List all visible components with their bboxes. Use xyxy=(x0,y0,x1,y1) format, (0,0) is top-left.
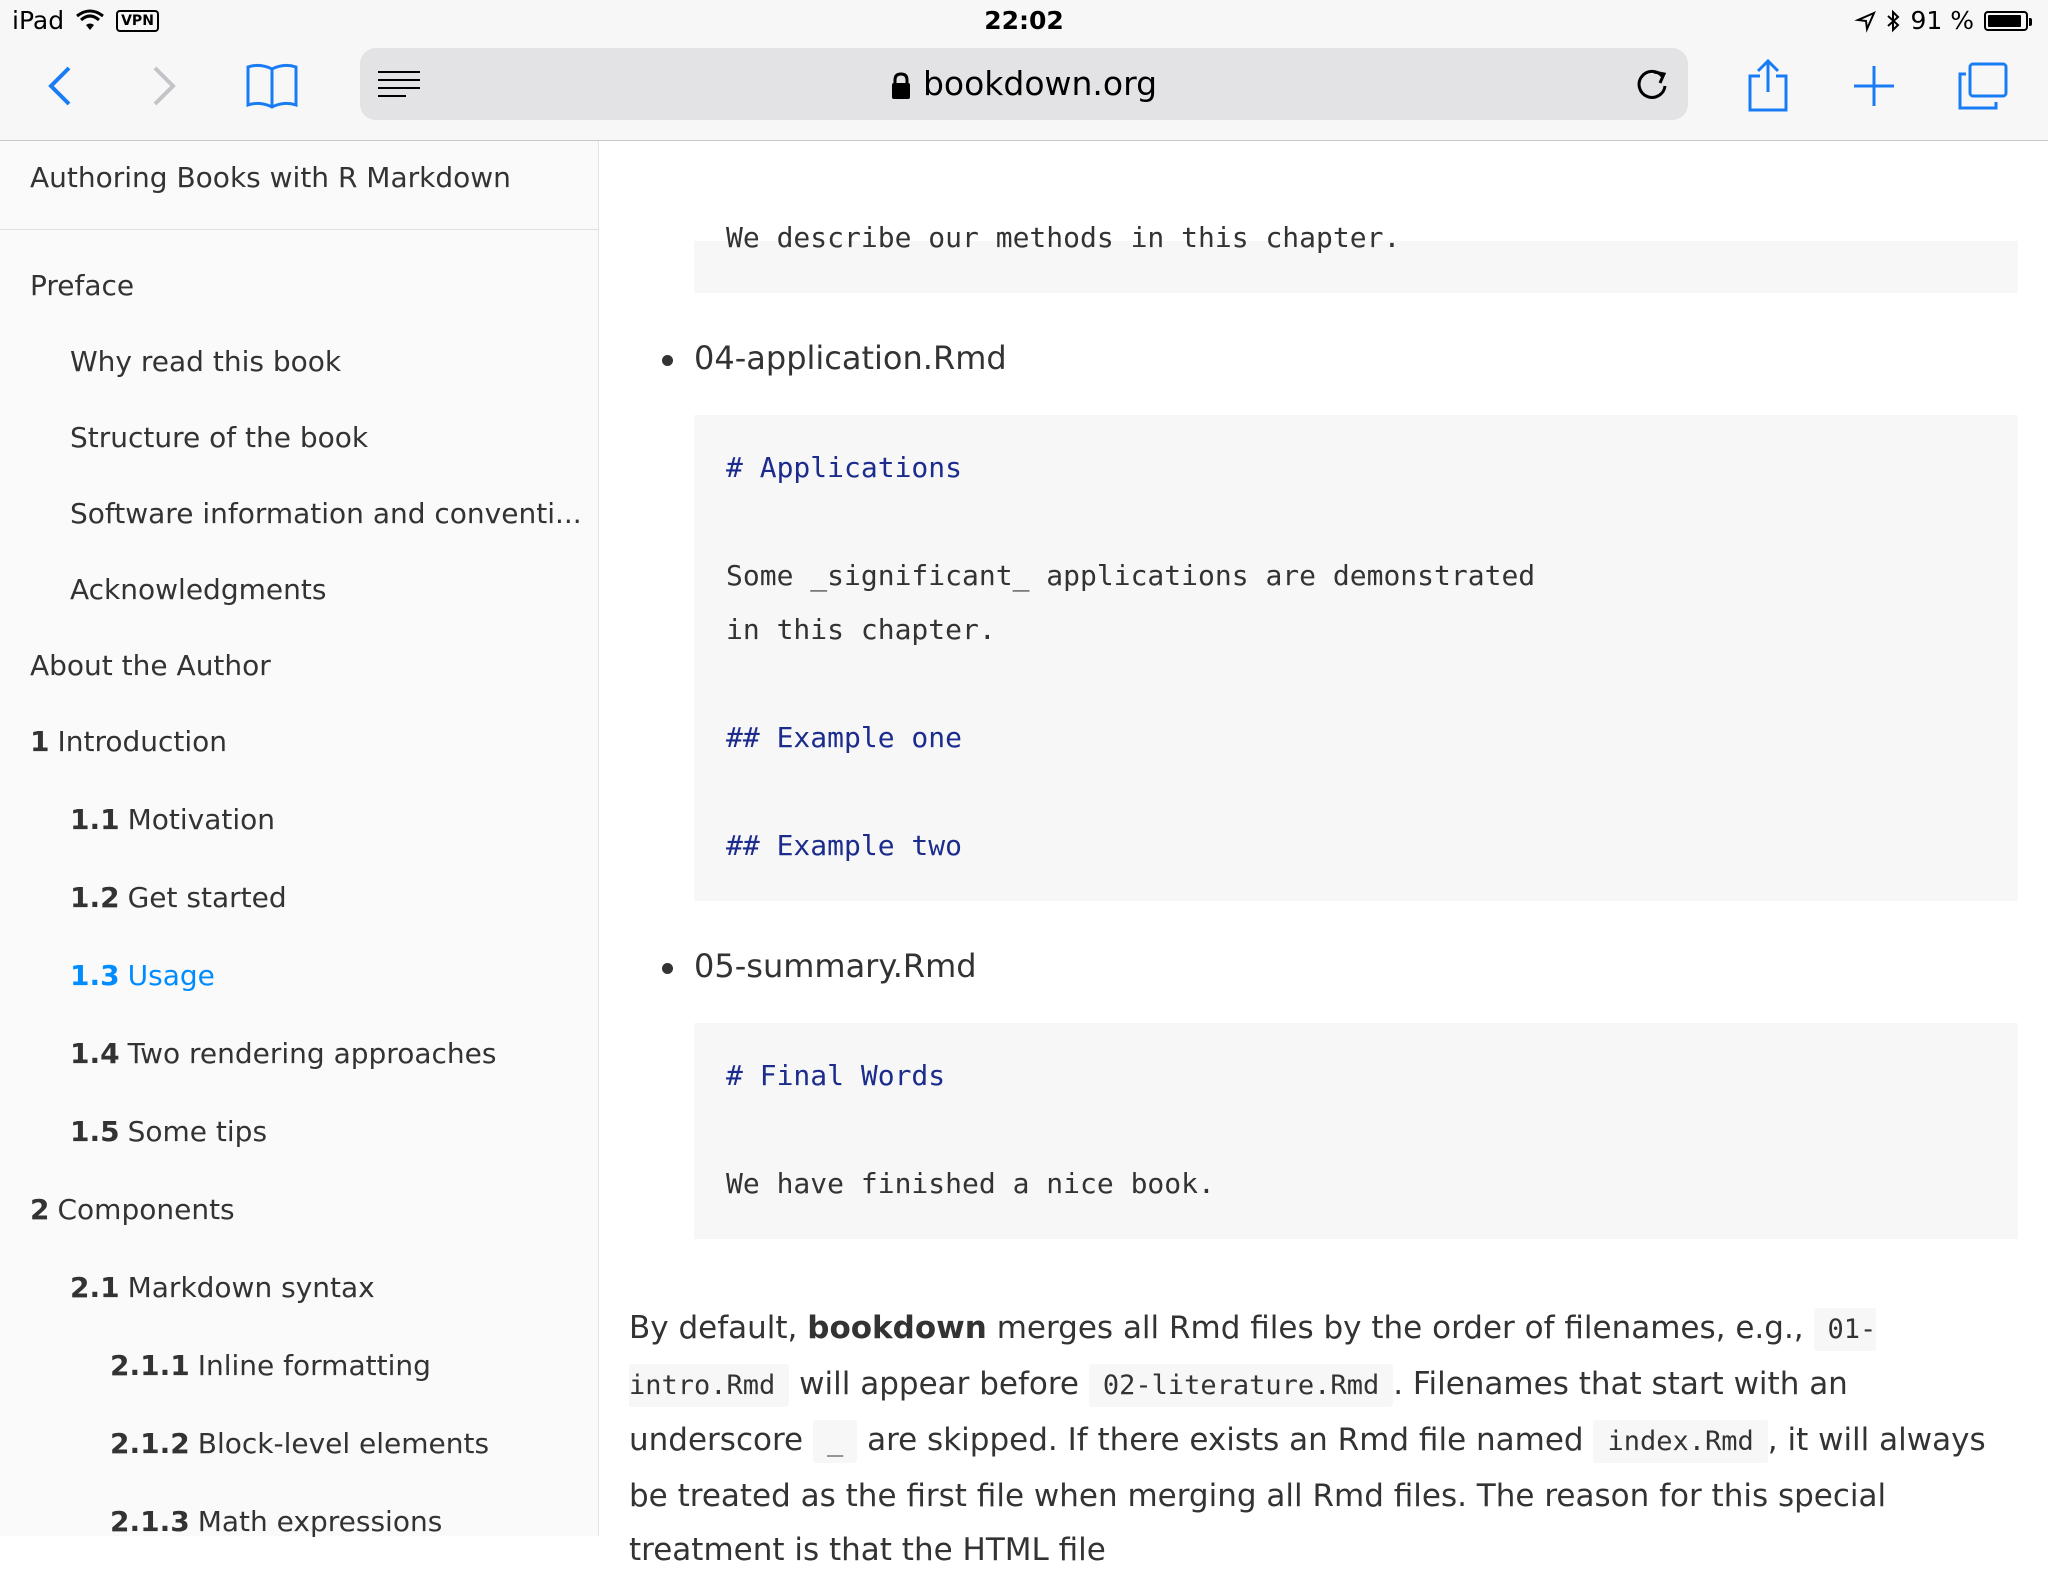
device-label: iPad xyxy=(12,6,65,35)
share-icon xyxy=(1746,58,1790,114)
inline-code: index.Rmd xyxy=(1593,1420,1767,1463)
plus-icon xyxy=(1852,64,1896,108)
toc-item-get-started[interactable]: 1.2 Get started xyxy=(70,881,287,914)
toc-item-software-info[interactable]: Software information and conventi... xyxy=(70,497,582,530)
toc-item-introduction[interactable]: 1 Introduction xyxy=(30,725,228,758)
book-icon xyxy=(244,61,300,111)
bookmarks-button[interactable] xyxy=(240,54,304,118)
code-line: # Final Words xyxy=(726,1059,946,1092)
toc-item-inline-formatting[interactable]: 2.1.1 Inline formatting xyxy=(110,1349,431,1382)
status-bar xyxy=(0,0,2048,42)
share-button[interactable] xyxy=(1736,54,1800,118)
main-content xyxy=(599,141,2048,1568)
toc-item-math[interactable]: 2.1.3 Math expressions xyxy=(110,1505,443,1538)
reload-icon[interactable] xyxy=(1634,66,1670,102)
toc-item-block-level[interactable]: 2.1.2 Block-level elements xyxy=(110,1427,490,1460)
toc-item-rendering[interactable]: 1.4 Two rendering approaches xyxy=(70,1037,497,1070)
lock-icon xyxy=(891,72,911,100)
browser-toolbar xyxy=(0,42,2048,141)
status-right xyxy=(1856,6,2028,35)
battery-icon xyxy=(1984,11,2028,31)
code-line: ## Example two xyxy=(726,829,963,862)
battery-percent: 91 % xyxy=(1910,6,1974,35)
toc-item-motivation[interactable]: 1.1 Motivation xyxy=(70,803,276,836)
toc-item-usage[interactable]: 1.3 Usage xyxy=(70,959,215,992)
toc-item-preface[interactable]: Preface xyxy=(30,269,135,302)
toc-sidebar xyxy=(0,141,599,1536)
toc-item-about-author[interactable]: About the Author xyxy=(30,649,271,682)
inline-code: _ xyxy=(813,1420,857,1463)
tabs-icon xyxy=(1956,62,2008,110)
filename: 04-application.Rmd xyxy=(694,339,1007,377)
code-line: in this chapter. xyxy=(726,613,996,646)
code-line: # Applications xyxy=(726,451,963,484)
code-line: We have finished a nice book. xyxy=(726,1167,1215,1200)
chevron-right-icon xyxy=(149,64,179,108)
new-tab-button[interactable] xyxy=(1842,54,1906,118)
vpn-badge: VPN xyxy=(116,10,159,32)
code-block-summary xyxy=(694,1023,2018,1239)
toc-item-structure[interactable]: Structure of the book xyxy=(70,421,369,454)
toc-item-acknowledgments[interactable]: Acknowledgments xyxy=(70,573,327,606)
body-paragraph: By default, bookdown merges all Rmd files by the order of filenames, e.g., 01-intro.Rmd will appear before 02-literature.Rmd . Filenames that start with an underscore _ are skipped. If there exists an Rmd file named index.Rmd , it will always be treated as the first file when merging all Rmd files. The reason for this special treatment is that the HTML file xyxy=(629,1310,1986,1568)
clock: 22:02 xyxy=(984,6,1064,35)
bullet-dot xyxy=(662,355,673,366)
code-block-application xyxy=(694,415,2018,901)
list-item-summary xyxy=(694,947,977,985)
list-item-application xyxy=(694,339,1007,377)
code-block-partial xyxy=(694,221,2018,293)
filename: 05-summary.Rmd xyxy=(694,947,977,985)
chevron-left-icon xyxy=(45,64,75,108)
bullet-dot xyxy=(662,963,673,974)
inline-code: 01-intro.Rmd xyxy=(629,1308,1876,1407)
code-line: We describe our methods in this chapter. xyxy=(726,221,1401,254)
url-display xyxy=(360,64,1688,103)
inline-code: 02-literature.Rmd xyxy=(1089,1364,1393,1407)
toc-item-some-tips[interactable]: 1.5 Some tips xyxy=(70,1115,268,1148)
toc-item-components[interactable]: 2 Components xyxy=(30,1193,235,1226)
code-line: ## Example one xyxy=(726,721,963,754)
location-icon xyxy=(1856,11,1876,31)
address-bar[interactable] xyxy=(360,48,1688,120)
book-title[interactable]: Authoring Books with R Markdown xyxy=(0,141,598,230)
back-button[interactable] xyxy=(28,54,92,118)
url-text: bookdown.org xyxy=(922,64,1158,103)
forward-button[interactable] xyxy=(132,54,196,118)
bluetooth-icon xyxy=(1886,10,1900,32)
tabs-button[interactable] xyxy=(1950,54,2014,118)
code-line: Some _significant_ applications are demonstrated xyxy=(726,559,1536,592)
toc-item-why-read[interactable]: Why read this book xyxy=(70,345,342,378)
toc-item-markdown-syntax[interactable]: 2.1 Markdown syntax xyxy=(70,1271,375,1304)
